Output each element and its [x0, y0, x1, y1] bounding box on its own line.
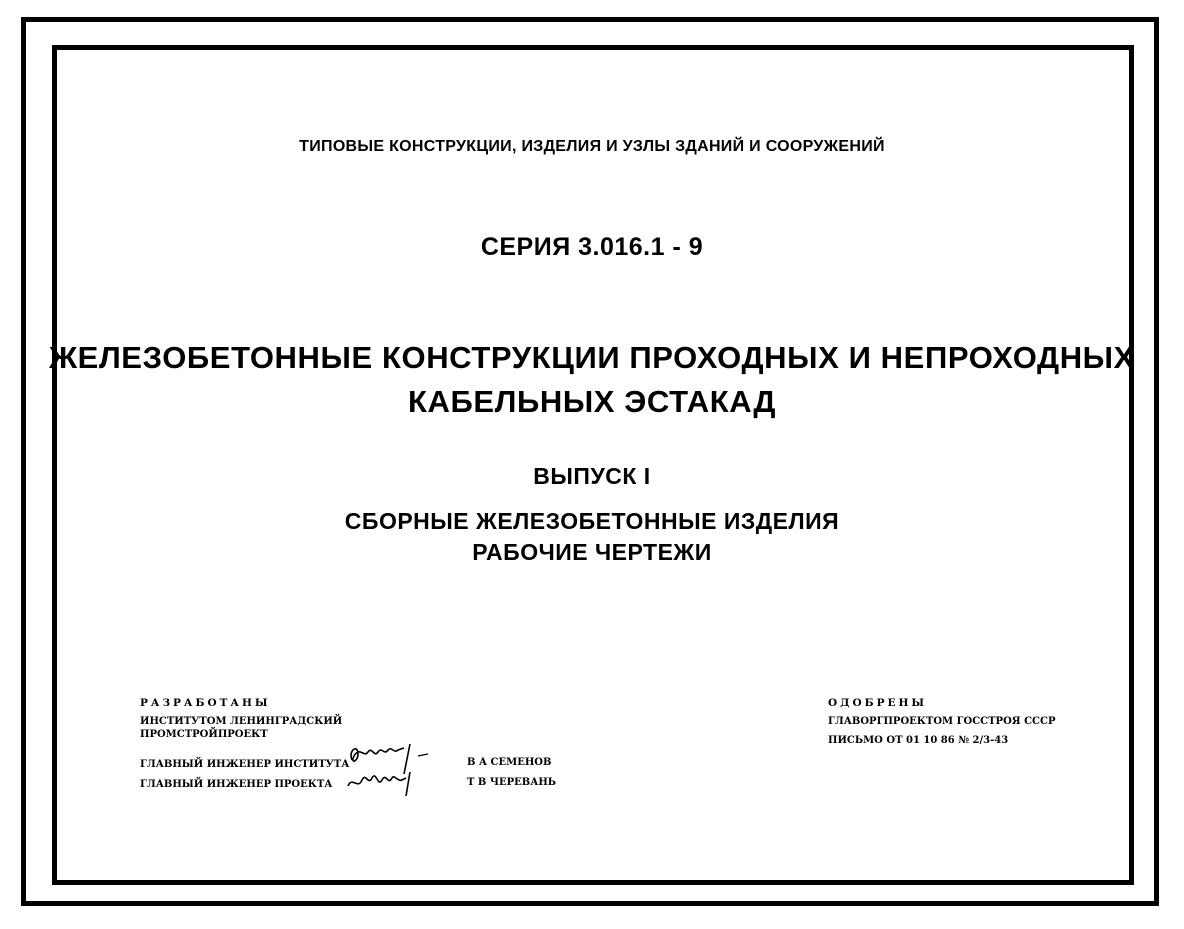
series-code: СЕРИЯ 3.016.1 - 9 — [480, 233, 704, 261]
title-line-2: КАБЕЛЬНЫХ ЭСТАКАД — [407, 384, 777, 419]
name-cherevan: Т В ЧЕРЕВАНЬ — [467, 777, 557, 788]
document-title — [0, 336, 1184, 424]
name-semenov: В А СЕМЕНОВ — [467, 757, 552, 768]
approved-line-1: ГЛАВОРГПРОЕКТОМ ГОССТРОЯ СССР — [828, 716, 1056, 727]
handwritten-signature — [344, 740, 434, 800]
developed-label: РАЗРАБОТАНЫ — [140, 697, 271, 709]
approved-line-2: ПИСЬМО ОТ 01 10 86 № 2/3-43 — [828, 735, 1009, 746]
issue-label: ВЫПУСК I — [533, 463, 651, 489]
issue-subtitle — [0, 506, 1184, 568]
approved-label: ОДОБРЕНЫ — [828, 697, 928, 709]
title-line-1: ЖЕЛЕЗОБЕТОННЫЕ КОНСТРУКЦИИ ПРОХОДНЫХ И НЕПРОХОДНЫХ — [49, 340, 1135, 375]
subtitle-line-1: СБОРНЫЕ ЖЕЛЕЗОБЕТОННЫЕ ИЗДЕЛИЯ — [344, 508, 840, 534]
developed-org-line-2: ПРОМСТРОЙПРОЕКТ — [140, 729, 268, 740]
developed-org-line-1: ИНСТИТУТОМ ЛЕНИНГРАДСКИЙ — [140, 716, 343, 727]
series-heading: ТИПОВЫЕ КОНСТРУКЦИИ, ИЗДЕЛИЯ И УЗЛЫ ЗДАНИЙ И СООРУЖЕНИЙ — [299, 138, 885, 155]
role-chief-engineer-project: ГЛАВНЫЙ ИНЖЕНЕР ПРОЕКТА — [140, 779, 333, 790]
subtitle-line-2: РАБОЧИЕ ЧЕРТЕЖИ — [472, 539, 712, 565]
role-chief-engineer-institute: ГЛАВНЫЙ ИНЖЕНЕР ИНСТИТУТА — [140, 759, 350, 770]
